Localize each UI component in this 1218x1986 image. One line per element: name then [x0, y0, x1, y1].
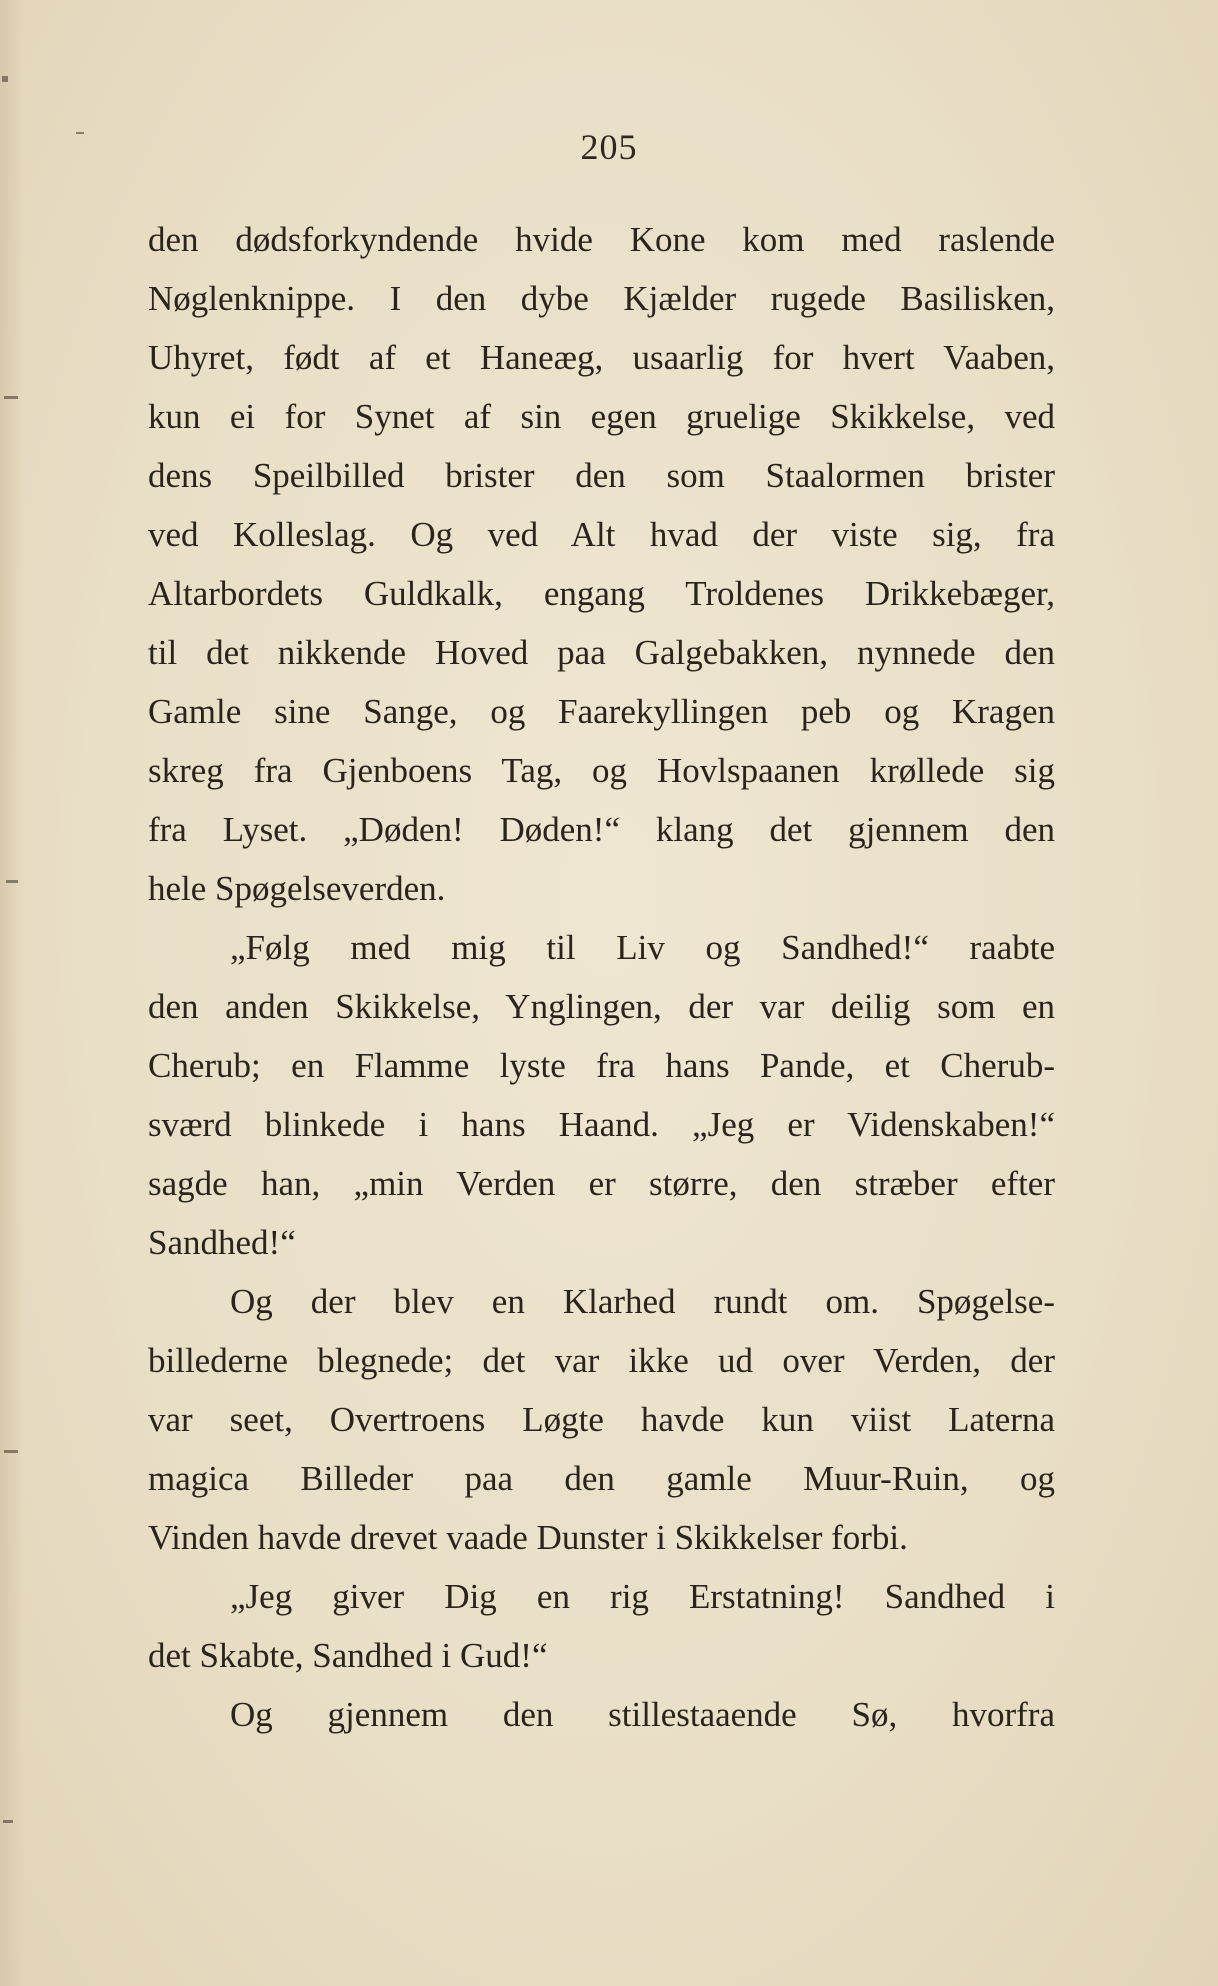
- text-line: Cherub; en Flamme lyste fra hans Pande, et Cherub-: [148, 1046, 1055, 1085]
- text-line: Og gjennem den stillestaaende Sø, hvorfra: [230, 1695, 1055, 1734]
- margin-speck: [4, 396, 18, 399]
- text-line: billederne blegnede; det var ikke ud over Verden, der: [148, 1341, 1055, 1380]
- text-line: sagde han, „min Verden er større, den stræber efter: [148, 1164, 1055, 1203]
- text-line: fra Lyset. „Døden! Døden!“ klang det gjennem den: [148, 810, 1055, 849]
- text-line: den anden Skikkelse, Ynglingen, der var deilig som en: [148, 987, 1055, 1026]
- text-line: Nøglenknippe. I den dybe Kjælder rugede Basilisken,: [148, 279, 1055, 318]
- text-line: var seet, Overtroens Løgte havde kun viist Laterna: [148, 1400, 1055, 1439]
- text-line: „Følg med mig til Liv og Sandhed!“ raabte: [230, 928, 1055, 967]
- text-line: dens Speilbilled brister den som Staalormen brister: [148, 456, 1055, 495]
- text-line: ved Kolleslag. Og ved Alt hvad der viste sig, fra: [148, 515, 1055, 554]
- body-text: [148, 210, 1055, 1744]
- margin-speck: [4, 1450, 18, 1453]
- margin-speck: [3, 1820, 13, 1823]
- text-line: „Jeg giver Dig en rig Erstatning! Sandhed i: [230, 1577, 1055, 1616]
- text-line: skreg fra Gjenboens Tag, og Hovlspaanen krøllede sig: [148, 751, 1055, 790]
- margin-speck: [6, 880, 18, 883]
- page-edge-shadow: [0, 0, 24, 1986]
- text-line: sværd blinkede i hans Haand. „Jeg er Videnskaben!“: [148, 1105, 1055, 1144]
- text-line: Og der blev en Klarhed rundt om. Spøgelse-: [230, 1282, 1055, 1321]
- text-line: Gamle sine Sange, og Faarekyllingen peb og Kragen: [148, 692, 1055, 731]
- text-line: til det nikkende Hoved paa Galgebakken, nynnede den: [148, 633, 1055, 672]
- text-line: kun ei for Synet af sin egen gruelige Skikkelse, ved: [148, 397, 1055, 436]
- text-line: den dødsforkyndende hvide Kone kom med raslende: [148, 220, 1055, 259]
- page-number: 205: [580, 127, 638, 167]
- text-line: hele Spøgelseverden.: [148, 869, 446, 908]
- text-line: Vinden havde drevet vaade Dunster i Skikkelser forbi.: [148, 1518, 908, 1557]
- text-line: Uhyret, født af et Haneæg, usaarlig for hvert Vaaben,: [148, 338, 1055, 377]
- text-line: det Skabte, Sandhed i Gud!“: [148, 1636, 548, 1675]
- text-line: Altarbordets Guldkalk, engang Troldenes Drikkebæger,: [148, 574, 1055, 613]
- margin-speck: [2, 76, 8, 82]
- text-line: magica Billeder paa den gamle Muur-Ruin, og: [148, 1459, 1055, 1498]
- text-line: Sandhed!“: [148, 1223, 296, 1262]
